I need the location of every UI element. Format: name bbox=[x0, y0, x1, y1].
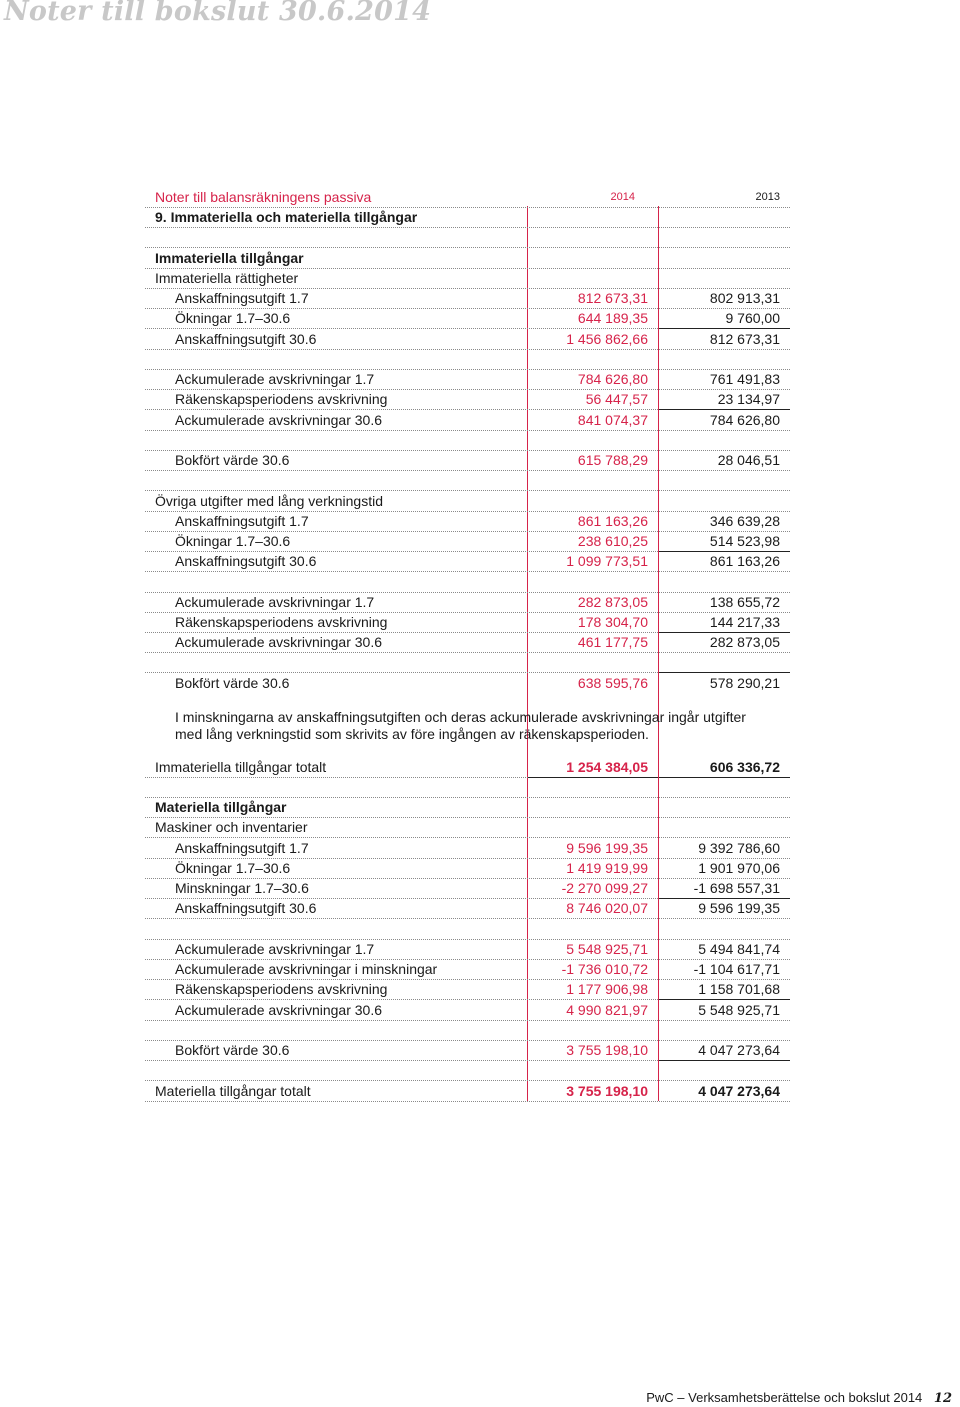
spacer-row bbox=[145, 430, 790, 451]
table-row bbox=[145, 797, 790, 818]
table-row bbox=[145, 858, 790, 879]
value-2013: 9 596 199,35 bbox=[698, 900, 780, 916]
row-label: Ackumulerade avskrivningar 30.6 bbox=[175, 1002, 382, 1018]
spacer-row bbox=[145, 1060, 790, 1081]
table-row bbox=[145, 878, 790, 899]
row-label: Ackumulerade avskrivningar 30.6 bbox=[175, 412, 382, 428]
footer-text: PwC – Verksamhetsberättelse och bokslut 2014 bbox=[646, 1390, 923, 1405]
row-label: Räkenskapsperiodens avskrivning bbox=[175, 981, 388, 997]
value-2013: 346 639,28 bbox=[709, 513, 780, 529]
row-label: Ackumulerade avskrivningar 1.7 bbox=[175, 371, 375, 387]
row-label: Immateriella rättigheter bbox=[155, 270, 299, 286]
page-number: 12 bbox=[933, 1391, 952, 1406]
value-2014: 638 595,76 bbox=[577, 675, 648, 691]
spacer-row bbox=[145, 572, 790, 593]
value-2013: 282 873,05 bbox=[709, 634, 780, 650]
row-label: Anskaffningsutgift 30.6 bbox=[175, 900, 317, 916]
spacer-row bbox=[145, 777, 790, 798]
value-2013: 861 163,26 bbox=[709, 553, 780, 569]
value-2014: 615 788,29 bbox=[577, 452, 648, 468]
value-2013: 1 158 701,68 bbox=[698, 981, 780, 997]
value-2013: 9 392 786,60 bbox=[698, 840, 780, 856]
row-label: Minskningar 1.7–30.6 bbox=[175, 880, 309, 896]
row-label: Ackumulerade avskrivningar 1.7 bbox=[175, 941, 375, 957]
value-2014: 5 548 925,71 bbox=[566, 941, 648, 957]
note-title: 9. Immateriella och materiella tillgångar bbox=[155, 209, 418, 225]
value-2013: -1 698 557,31 bbox=[693, 880, 780, 896]
value-2013: 138 655,72 bbox=[709, 594, 780, 610]
spacer-row bbox=[145, 1020, 790, 1041]
value-2013: 784 626,80 bbox=[709, 412, 780, 428]
section-heading-row bbox=[145, 187, 790, 208]
value-2014: 1 177 906,98 bbox=[566, 981, 648, 997]
year-current: 2014 bbox=[610, 191, 635, 203]
page-title: Noter till bokslut 30.6.2014 bbox=[4, 0, 432, 27]
value-2013: 4 047 273,64 bbox=[698, 1042, 780, 1058]
value-2013: 802 913,31 bbox=[709, 290, 780, 306]
table-row bbox=[145, 329, 790, 350]
row-label: Ökningar 1.7–30.6 bbox=[175, 310, 291, 326]
row-label: Immateriella tillgångar totalt bbox=[155, 759, 327, 775]
value-2013: 578 290,21 bbox=[709, 675, 780, 691]
row-label: Maskiner och inventarier bbox=[155, 819, 308, 835]
table-row bbox=[145, 979, 790, 1000]
value-2013: 761 491,83 bbox=[709, 371, 780, 387]
value-2013: 514 523,98 bbox=[709, 533, 780, 549]
table-row bbox=[145, 1081, 790, 1102]
table-row bbox=[145, 288, 790, 309]
spacer-row bbox=[145, 919, 790, 940]
row-label: Materiella tillgångar bbox=[155, 799, 287, 815]
table-row bbox=[145, 389, 790, 410]
spacer-row bbox=[145, 652, 790, 673]
table-row bbox=[145, 612, 790, 633]
table-row bbox=[145, 838, 790, 859]
table-row bbox=[145, 491, 790, 512]
value-2014: 3 755 198,10 bbox=[566, 1083, 648, 1099]
table-row bbox=[145, 632, 790, 653]
value-2014: 56 447,57 bbox=[585, 391, 648, 407]
value-2013: 144 217,33 bbox=[709, 614, 780, 630]
value-2013: 4 047 273,64 bbox=[698, 1083, 780, 1099]
table-row bbox=[145, 531, 790, 552]
spacer-row bbox=[145, 349, 790, 370]
spacer-row bbox=[145, 470, 790, 491]
year-previous: 2013 bbox=[755, 191, 780, 203]
table-row bbox=[145, 450, 790, 471]
value-2014: -2 270 099,27 bbox=[561, 880, 648, 896]
row-label: Anskaffningsutgift 30.6 bbox=[175, 331, 317, 347]
table-row bbox=[145, 673, 790, 693]
section-heading: Noter till balansräkningens passiva bbox=[155, 189, 372, 205]
value-2013: 606 336,72 bbox=[709, 759, 780, 775]
table-row bbox=[145, 757, 790, 778]
value-2013: 812 673,31 bbox=[709, 331, 780, 347]
table-row bbox=[145, 369, 790, 390]
value-2014: 3 755 198,10 bbox=[566, 1042, 648, 1058]
value-2014: 861 163,26 bbox=[577, 513, 648, 529]
row-label: Bokfört värde 30.6 bbox=[175, 1042, 290, 1058]
page-footer bbox=[646, 1390, 952, 1406]
row-label: Räkenskapsperiodens avskrivning bbox=[175, 391, 388, 407]
row-label: Bokfört värde 30.6 bbox=[175, 452, 290, 468]
value-2014: 9 596 199,35 bbox=[566, 840, 648, 856]
value-2013: 5 548 925,71 bbox=[698, 1002, 780, 1018]
table-row bbox=[145, 939, 790, 960]
value-2013: 5 494 841,74 bbox=[698, 941, 780, 957]
value-2013: 1 901 970,06 bbox=[698, 860, 780, 876]
value-2014: 178 304,70 bbox=[577, 614, 648, 630]
note-text: I minskningarna av anskaffningsutgiften och deras ackumulerade avskrivningar ingår utgifter med lång verkningstid som skrivits av före ingången av räkenskapsperioden. bbox=[175, 709, 746, 742]
row-label: Ökningar 1.7–30.6 bbox=[175, 860, 291, 876]
value-2013: 28 046,51 bbox=[717, 452, 780, 468]
value-2014: 238 610,25 bbox=[577, 533, 648, 549]
value-2014: 8 746 020,07 bbox=[566, 900, 648, 916]
row-label: Ackumulerade avskrivningar 1.7 bbox=[175, 594, 375, 610]
value-2014: 1 456 862,66 bbox=[566, 331, 648, 347]
table-row bbox=[145, 308, 790, 329]
row-label: Ackumulerade avskrivningar 30.6 bbox=[175, 634, 382, 650]
table-row bbox=[145, 959, 790, 980]
table-row bbox=[145, 1040, 790, 1061]
value-2014: 1 419 919,99 bbox=[566, 860, 648, 876]
row-label: Bokfört värde 30.6 bbox=[175, 675, 290, 691]
table-row bbox=[145, 511, 790, 532]
row-label: Anskaffningsutgift 1.7 bbox=[175, 290, 309, 306]
row-label: Ökningar 1.7–30.6 bbox=[175, 533, 291, 549]
row-label: Anskaffningsutgift 1.7 bbox=[175, 840, 309, 856]
row-label: Övriga utgifter med lång verkningstid bbox=[155, 493, 383, 509]
row-label: Immateriella tillgångar bbox=[155, 250, 304, 266]
value-2014: 784 626,80 bbox=[577, 371, 648, 387]
row-label: Materiella tillgångar totalt bbox=[155, 1083, 311, 1099]
value-2014: 1 254 384,05 bbox=[566, 759, 648, 775]
value-2014: 841 074,37 bbox=[577, 412, 648, 428]
value-2014: 461 177,75 bbox=[577, 634, 648, 650]
table-row bbox=[145, 592, 790, 613]
spacer-row bbox=[145, 227, 790, 248]
row-label: Ackumulerade avskrivningar i minskningar bbox=[175, 961, 438, 977]
value-2013: -1 104 617,71 bbox=[693, 961, 780, 977]
table-row bbox=[145, 817, 790, 838]
value-2014: 644 189,35 bbox=[577, 310, 648, 326]
value-2013: 23 134,97 bbox=[717, 391, 780, 407]
value-2014: 282 873,05 bbox=[577, 594, 648, 610]
row-label: Anskaffningsutgift 1.7 bbox=[175, 513, 309, 529]
table-row bbox=[145, 1000, 790, 1021]
value-2014: -1 736 010,72 bbox=[561, 961, 648, 977]
value-2014: 4 990 821,97 bbox=[566, 1002, 648, 1018]
table-row bbox=[145, 898, 790, 919]
value-2014: 1 099 773,51 bbox=[566, 553, 648, 569]
table-row bbox=[145, 268, 790, 289]
row-label: Anskaffningsutgift 30.6 bbox=[175, 553, 317, 569]
table-row bbox=[145, 248, 790, 269]
value-2014: 812 673,31 bbox=[577, 290, 648, 306]
note-title-row bbox=[145, 207, 790, 228]
table-row bbox=[145, 410, 790, 431]
value-2013: 9 760,00 bbox=[725, 310, 780, 326]
table-row bbox=[145, 551, 790, 572]
row-label: Räkenskapsperiodens avskrivning bbox=[175, 614, 388, 630]
